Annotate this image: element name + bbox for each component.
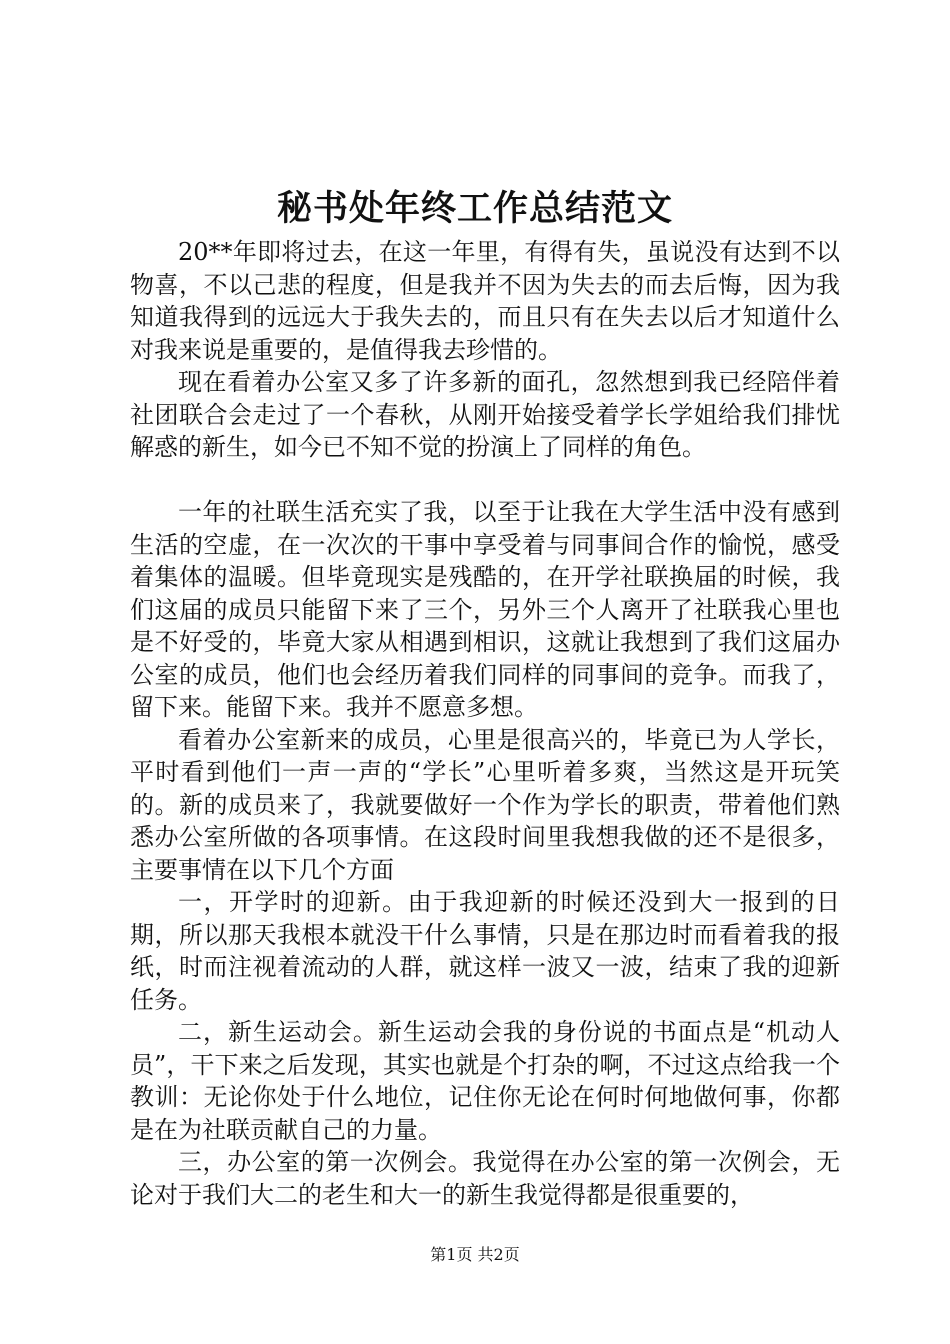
paragraph: 现在看着办公室又多了许多新的面孔，忽然想到我已经陪伴着社团联合会走过了一个春秋，从刚开始接受着学长学姐给我们排忧解惑的新生，如今已不知不觉的扮演上了同样的角色。 — [130, 368, 840, 461]
paragraph: 一，开学时的迎新。由于我迎新的时候还没到大一报到的日期，所以那天我根本就没干什么事情，只是在那边时而看着我的报纸，时而注视着流动的人群，就这样一波又一波，结束了我的迎新任务。 — [130, 888, 840, 1014]
paragraph: 二，新生运动会。新生运动会我的身份说的书面点是“机动人员”，干下来之后发现，其实也就是个打杂的啊，不过这点给我一个教训：无论你处于什么地位，记住你无论在何时何地做何事，你都是在为社联贡献自己的力量。 — [130, 1018, 840, 1144]
paragraph: 一年的社联生活充实了我，以至于让我在大学生活中没有感到生活的空虚，在一次次的干事中享受着与同事间合作的愉悦，感受着集体的温暖。但毕竟现实是残酷的，在开学社联换届的时候，我们这届的成员只能留下来了三个，另外三个人离开了社联我心里也是不好受的，毕竟大家从相遇到相识，这就让我想到了我们这届办公室的成员，他们也会经历着我们同样的同事间的竞争。而我了，留下来。能留下来。我并不愿意多想。 — [130, 498, 840, 721]
document-body — [130, 236, 840, 1211]
page-number-footer: 第1页 共2页 — [430, 1245, 520, 1264]
document-title: 秘书处年终工作总结范文 — [276, 188, 673, 229]
paragraph: 三，办公室的第一次例会。我觉得在办公室的第一次例会，无论对于我们大二的老生和大一的新生我觉得都是很重要的， — [130, 1148, 840, 1209]
paragraph: 20**年即将过去，在这一年里，有得有失，虽说没有达到不以物喜，不以己悲的程度，但是我并不因为失去的而去后悔，因为我知道我得到的远远大于我失去的，而且只有在失去以后才知道什么对我来说是重要的，是值得我去珍惜的。 — [130, 238, 840, 364]
paragraph: 看着办公室新来的成员，心里是很高兴的，毕竟已为人学长，平时看到他们一声一声的“学长”心里听着多爽，当然这是开玩笑的。新的成员来了，我就要做好一个作为学长的职责，带着他们熟悉办公室所做的各项事情。在这段时间里我想我做的还不是很多，主要事情在以下几个方面 — [130, 725, 840, 884]
